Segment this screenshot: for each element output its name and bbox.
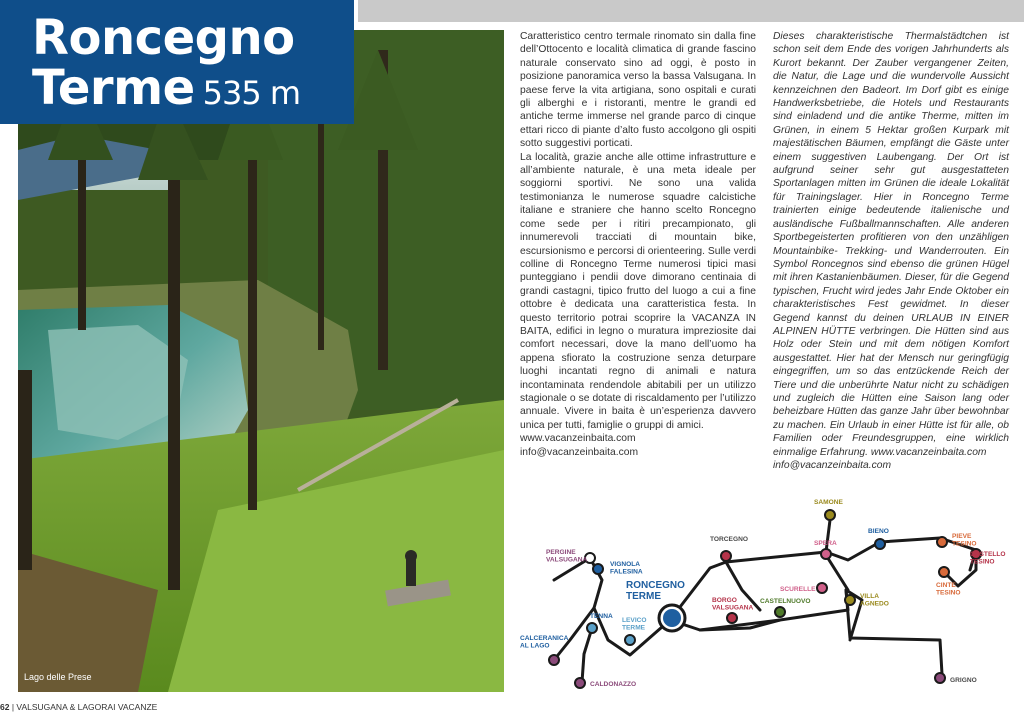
italian-email-link[interactable]: info@vacanzeinbaita.com <box>520 446 639 458</box>
town-marker-vignola <box>593 564 603 574</box>
label-samone: SAMONE <box>814 499 843 506</box>
town-marker-grigno <box>935 673 945 683</box>
label-cinte: CINTE TESINO <box>936 582 961 597</box>
lake-photo <box>18 30 504 692</box>
area-map <box>510 490 1024 700</box>
label-tenna: TENNA <box>590 613 613 620</box>
town-marker-cinte <box>939 567 949 577</box>
italian-text-column <box>520 30 756 459</box>
forest-lake-illustration <box>18 30 504 692</box>
label-caldonazzo: CALDONAZZO <box>590 681 637 688</box>
label-castello: CASTELLO TESINO <box>970 551 1006 566</box>
town-marker-spera <box>821 549 831 559</box>
label-vignola: VIGNOLA FALESINA <box>610 561 643 576</box>
top-grey-bar <box>358 0 1024 22</box>
german-website-link[interactable]: www.vacanzeinbaita.com <box>870 446 987 458</box>
photo-caption: Lago delle Prese <box>24 672 92 682</box>
italian-website-link[interactable]: www.vacanzeinbaita.com <box>520 433 636 445</box>
town-marker-caldonazzo <box>575 678 585 688</box>
label-grigno: GRIGNO <box>950 677 977 684</box>
title-box <box>0 0 354 124</box>
town-marker-calceranica <box>549 655 559 665</box>
label-torcegno: TORCEGNO <box>710 536 748 543</box>
town-marker-bieno <box>875 539 885 549</box>
german-paragraph-1 <box>773 30 1009 459</box>
label-bieno: BIENO <box>868 528 889 535</box>
town-marker-tenna <box>587 623 597 633</box>
town-marker-pieve <box>937 537 947 547</box>
label-borgo: BORGO VALSUGANA <box>712 597 754 612</box>
label-pieve: PIEVE TESINO <box>952 533 977 548</box>
label-pergine: PERGINE VALSUGANA <box>546 549 588 564</box>
label-villa: VILLA AGNEDO <box>860 593 889 608</box>
town-marker-castelnuovo <box>775 607 785 617</box>
town-marker-samone <box>825 510 835 520</box>
label-scurelle: SCURELLE <box>780 586 816 593</box>
footer-label: VALSUGANA & LAGORAI VACANZE <box>16 702 158 712</box>
page-footer: 62 | VALSUGANA & LAGORAI VACANZE <box>0 702 158 712</box>
german-text-column <box>773 30 1009 472</box>
label-levico: LEVICO TERME <box>622 617 647 632</box>
page-title-word: Terme <box>32 60 195 116</box>
italian-paragraph-2: La località, grazie anche alle ottime infrastrutture e all’ambiente naturale, è una meta ideale per soggiorni sportivi. Ne sono una valida testimonianza le numerose squadre calcistiche italiane e straniere che hanno scelto Roncegno come sede per i ritiri precampionato, gli innumerevoli tracciati di mountain bike, escursionismo e percorsi di orienteering. Sulle verdi colline di Roncegno Terme numerosi tipici masi punteggiano i pendii dove dimorano centinaia di grandi castagni, tipico frutto del luogo a cui a fine ottobre è dedicata una caratteristica festa. In questo territorio potrai scoprire la VACANZA IN BAITA, edifici in legno o muratura impreziosite dai comfort necessari, dove la mano dell’uomo ha appena sfiorato la costruzione senza deturpare luoghi incantati regno di animali e natura incontaminata rendendole abitabili per un utilizzo stagionale o se dotate di riscaldamento per l’utilizzo annuale. Vivere in baita è un’esperienza davvero unica per tutti, famiglie o gruppi di amici. <box>520 151 756 431</box>
italian-paragraph-1: Caratteristico centro termale rinomato sin dalla fine dell’Ottocento e località climatica di grande fascino naturale conservato sino ad oggi, è posto in posizione panoramica verso la bassa Valsugana. In paese ferve la vita artigiana, sono ospitali e curati gli alberghi e i ristoranti, mentre le grandi ed antiche terme immerse nel grande parco di cinque ettari ricco di piante d’alto fusto accolgono gli ospiti sotto suggestivi porticati. <box>520 31 756 150</box>
label-castelnuovo: CASTELNUOVO <box>760 598 811 605</box>
page-title-line1: Roncegno <box>32 10 295 66</box>
town-marker-villa <box>845 595 855 605</box>
page-title-line2 <box>32 60 301 116</box>
german-paragraph-text: Dieses charakteristische Thermalstädtchen ist schon seit dem Ende des vorigen Jahrhunderts als Kurort bekannt. Der Zauber vergangener Zeiten, die Natur, die Lage und die wundervolle Aussicht kennzeichnen den Badeort. Im Dorf gibt es einige Handwerksbetriebe, die Hotels und Restaurants sind einladend und die antike Therme, mitten im Grünen, in einem 5 Hektar großen Kurpark mit majestätischen Bäumen, empfängt die Gäste unter einem suggestiven Laubengang. Der Ort ist aufgrund seiner sehr gut ausgestatteten Sportanlagen mitten im Grünen die ideale Lokalität für Trainingslager. Hier in Roncegno Terme trainierten einige bedeutende italienische und ausländische Fußballmannschaften. Alle anderen Sportbegeisterten profitieren von den unzähligen Mountainbike- Trekking- und Wanderrouten. Ein Symbol Roncegnos sind ebenso die grünen Hügel mit ihren Kastanienbäumen. Dieser, für die Gegend typischen, Frucht wird jedes Jahr Ende Oktober ein charakteristisches Fest gewidmet. In dieser Gegend kannst du deinen URLAUB IN EINER ALPINEN HÜTTE verbringen. Die Hütten sind aus Holz oder Stein und mit dem nötigen Komfort ausgestattet. Hier hat der Mensch nur geringfügig eingegriffen, um so das entzückende Reich der Tiere und die unberührte Natur nicht zu schädigen und zugleich die Hütten eine Saison lang oder beheizbare Hütten das ganze Jahr über bewohnbar zu machen. Ein Urlaub in einer Hütte ist für alle, ob Familien oder Freundesgruppen, eine wirklich einmalige Erfahrung. <box>773 31 1009 458</box>
town-marker-scurelle <box>817 583 827 593</box>
label-spera: SPERA <box>814 540 837 547</box>
map-labels <box>520 499 1006 688</box>
town-marker-torcegno <box>721 551 731 561</box>
town-marker-levico <box>625 635 635 645</box>
altitude-label: 535 m <box>202 74 301 112</box>
page-number: 62 <box>0 702 10 712</box>
town-marker-borgo <box>727 613 737 623</box>
label-roncegno: RONCEGNO TERME <box>626 580 685 602</box>
label-calceranica: CALCERANICA AL LAGO <box>520 635 569 650</box>
german-email-link[interactable]: info@vacanzeinbaita.com <box>773 460 892 471</box>
